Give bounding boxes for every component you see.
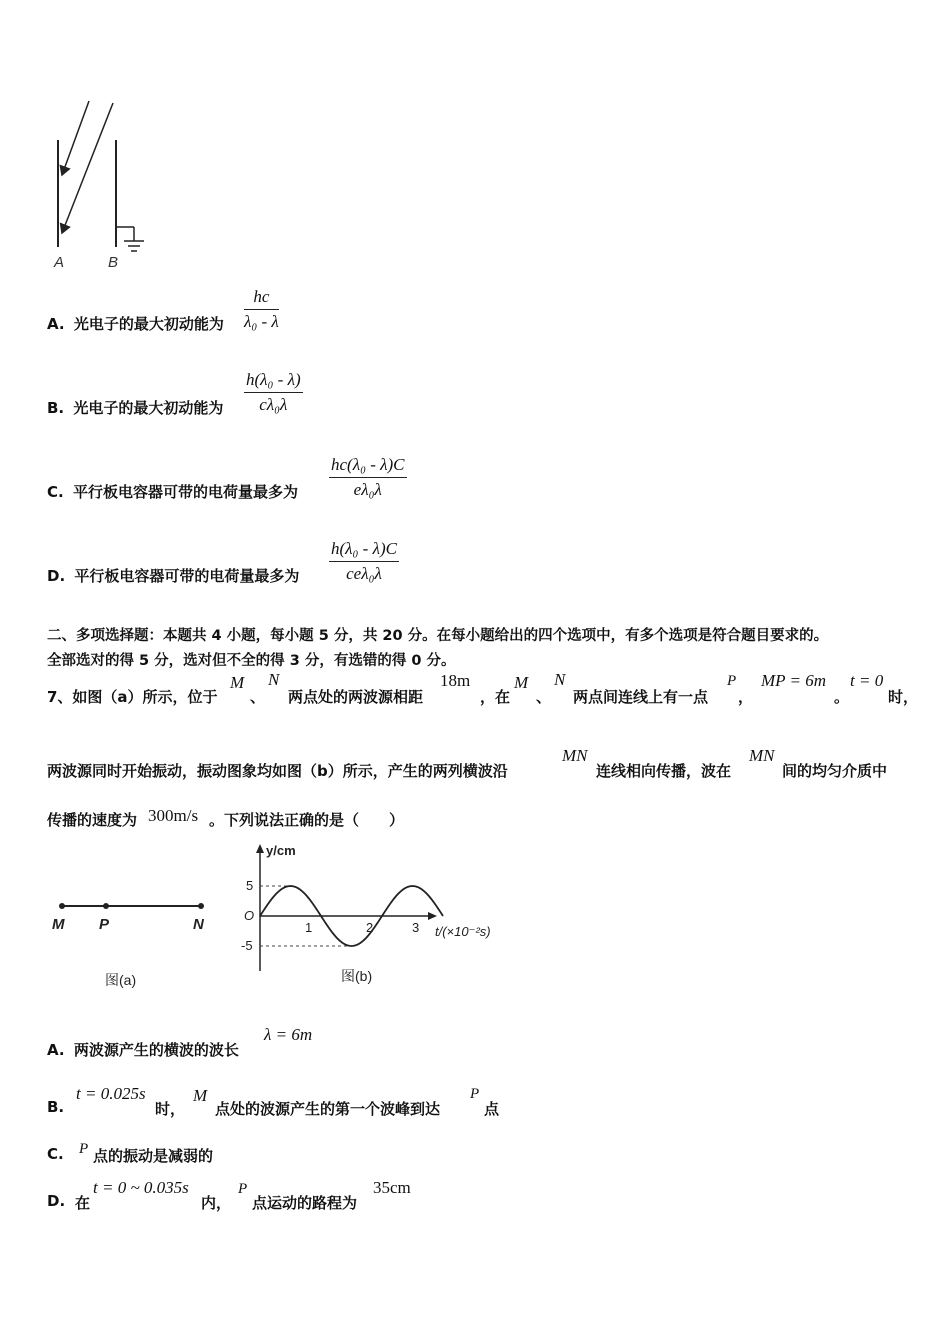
light-ray-1 bbox=[62, 101, 89, 175]
q7-stem-part-3: ，在 bbox=[480, 688, 511, 706]
y-tick-neg5: -5 bbox=[241, 938, 253, 953]
option-letter: A. bbox=[47, 315, 65, 333]
q7-var-n-2: N bbox=[554, 670, 566, 689]
caption-a: 图(a) bbox=[105, 972, 137, 988]
section-header-line-1: 二、多项选择题：本题共 4 小题，每小题 5 分，共 20 分。在每小题给出的四个选项中，有多个选项是符合题目要求的。 bbox=[47, 628, 829, 644]
q7-option-d-letter: D. bbox=[47, 1192, 66, 1210]
q7-option-b-mid: 时， bbox=[155, 1100, 186, 1118]
option-letter: D. bbox=[47, 567, 66, 585]
q7-stem-part-4: 两点间连线上有一点 bbox=[573, 688, 709, 706]
option-text: 光电子的最大初动能为 bbox=[73, 315, 224, 333]
y-axis-arrow bbox=[256, 844, 264, 853]
q7-option-a bbox=[47, 1039, 239, 1060]
q7-var-n: N bbox=[268, 670, 280, 689]
point-p bbox=[103, 903, 109, 909]
q7-stem-part-2: 两点处的两波源相距 bbox=[288, 688, 424, 706]
light-ray-2 bbox=[62, 103, 113, 233]
fraction-denominator: cλ₀λ bbox=[259, 395, 288, 414]
q7-stem-line-2c: 间的均匀介质中 bbox=[782, 762, 888, 780]
q7-stem-part-1: 7、如图（a）所示，位于 bbox=[47, 688, 218, 706]
option-text: 两波源产生的横波的波长 bbox=[73, 1041, 239, 1059]
section-header-line-2: 全部选对的得 5 分，选对但不全的得 3 分，有选错的得 0 分。 bbox=[47, 653, 456, 669]
q7-var-mn-2: MN bbox=[749, 746, 775, 765]
fraction-denominator: eλ₀λ bbox=[353, 480, 382, 499]
q7-stem-line-3a: 传播的速度为 bbox=[47, 811, 138, 829]
q7-option-b-letter: B. bbox=[47, 1098, 65, 1116]
q7-option-c-var-p: P bbox=[79, 1141, 89, 1157]
label-n: N bbox=[193, 916, 204, 933]
q6-option-b bbox=[47, 397, 223, 418]
fraction-numerator: h(λ₀ - λ)C bbox=[329, 539, 399, 562]
q7-option-d-mid: 内， bbox=[201, 1194, 232, 1212]
q7-period: 。 bbox=[834, 688, 850, 706]
fraction-numerator: h(λ₀ - λ) bbox=[244, 370, 303, 393]
option-letter: B. bbox=[47, 399, 65, 417]
q7-option-c-letter: C. bbox=[47, 1145, 64, 1163]
plate-a-label: A bbox=[54, 254, 65, 271]
label-p: P bbox=[99, 916, 110, 933]
y-axis-label: y/cm bbox=[266, 843, 296, 858]
fraction-denominator: λ₀ - λ bbox=[244, 312, 279, 331]
q7-t0: t = 0 bbox=[850, 671, 884, 690]
q7-option-d-value: 35cm bbox=[373, 1178, 411, 1197]
q6-option-d bbox=[47, 565, 299, 586]
ground-symbol bbox=[116, 227, 144, 251]
q6-option-c-fraction bbox=[329, 455, 407, 500]
option-letter: C. bbox=[47, 483, 64, 501]
q7-var-m-2: M bbox=[514, 673, 529, 692]
q7-mp-value: MP = 6m bbox=[761, 671, 826, 690]
fraction-denominator: ceλ₀λ bbox=[346, 564, 382, 583]
q7-option-d-text: 点运动的路程为 bbox=[252, 1194, 358, 1212]
caption-b: 图(b) bbox=[341, 968, 373, 984]
q7-option-c-text: 点的振动是减弱的 bbox=[93, 1147, 214, 1165]
x-tick-2: 2 bbox=[366, 920, 374, 935]
q7-comma: ， bbox=[738, 688, 754, 706]
q7-option-d-var-p: P bbox=[238, 1181, 248, 1197]
point-m bbox=[59, 903, 65, 909]
figure-b-chart bbox=[235, 838, 515, 998]
q7-option-b-text: 点处的波源产生的第一个波峰到达 bbox=[215, 1100, 441, 1118]
q7-option-d-pre: 在 bbox=[75, 1194, 91, 1212]
q7-option-b-var-m: M bbox=[193, 1086, 208, 1105]
q6-option-b-fraction bbox=[244, 370, 303, 415]
option-text: 光电子的最大初动能为 bbox=[73, 399, 224, 417]
q6-option-c bbox=[47, 481, 298, 502]
q7-option-d-math: t = 0 ~ 0.035s bbox=[93, 1178, 189, 1197]
option-text: 平行板电容器可带的电荷量最多为 bbox=[74, 567, 300, 585]
x-axis-label: t/(×10⁻²s) bbox=[435, 924, 491, 939]
plate-b-label: B bbox=[108, 254, 119, 271]
fraction-numerator: hc(λ₀ - λ)C bbox=[329, 455, 407, 478]
origin-label: O bbox=[244, 908, 255, 923]
q6-option-a bbox=[47, 313, 224, 334]
option-text: 平行板电容器可带的电荷量最多为 bbox=[72, 483, 298, 501]
q7-var-mn: MN bbox=[562, 746, 588, 765]
figure-a bbox=[45, 890, 225, 995]
label-m: M bbox=[52, 916, 65, 933]
q7-option-b-var-p: P bbox=[470, 1086, 480, 1102]
q7-var-m: M bbox=[230, 673, 245, 692]
q6-option-d-fraction bbox=[329, 539, 399, 584]
q7-stem-part-5: 时， bbox=[888, 688, 919, 706]
x-tick-3: 3 bbox=[412, 920, 420, 935]
q6-option-a-fraction bbox=[244, 287, 279, 332]
q7-speed: 300m/s bbox=[148, 806, 199, 825]
q7-option-b-math: t = 0.025s bbox=[76, 1084, 146, 1103]
q7-stem-line-2b: 连线相向传播，波在 bbox=[596, 762, 732, 780]
q7-option-a-math: λ = 6m bbox=[264, 1025, 313, 1044]
q7-sep: 、 bbox=[250, 688, 266, 706]
q7-option-b-post: 点 bbox=[484, 1100, 500, 1118]
x-axis-arrow bbox=[428, 912, 437, 920]
option-letter: A. bbox=[47, 1041, 65, 1059]
y-tick-5: 5 bbox=[246, 878, 254, 893]
q7-var-p: P bbox=[727, 673, 737, 689]
point-n bbox=[198, 903, 204, 909]
q7-stem-line-2a: 两波源同时开始振动，振动图象均如图（b）所示，产生的两列横波沿 bbox=[47, 762, 508, 780]
fraction-numerator: hc bbox=[244, 287, 279, 310]
q7-sep-2: 、 bbox=[536, 688, 552, 706]
plates-diagram bbox=[40, 95, 170, 275]
q7-stem-line-3b: 。下列说法正确的是（ ） bbox=[209, 811, 405, 829]
q7-distance: 18m bbox=[440, 671, 471, 690]
x-tick-1: 1 bbox=[305, 920, 313, 935]
